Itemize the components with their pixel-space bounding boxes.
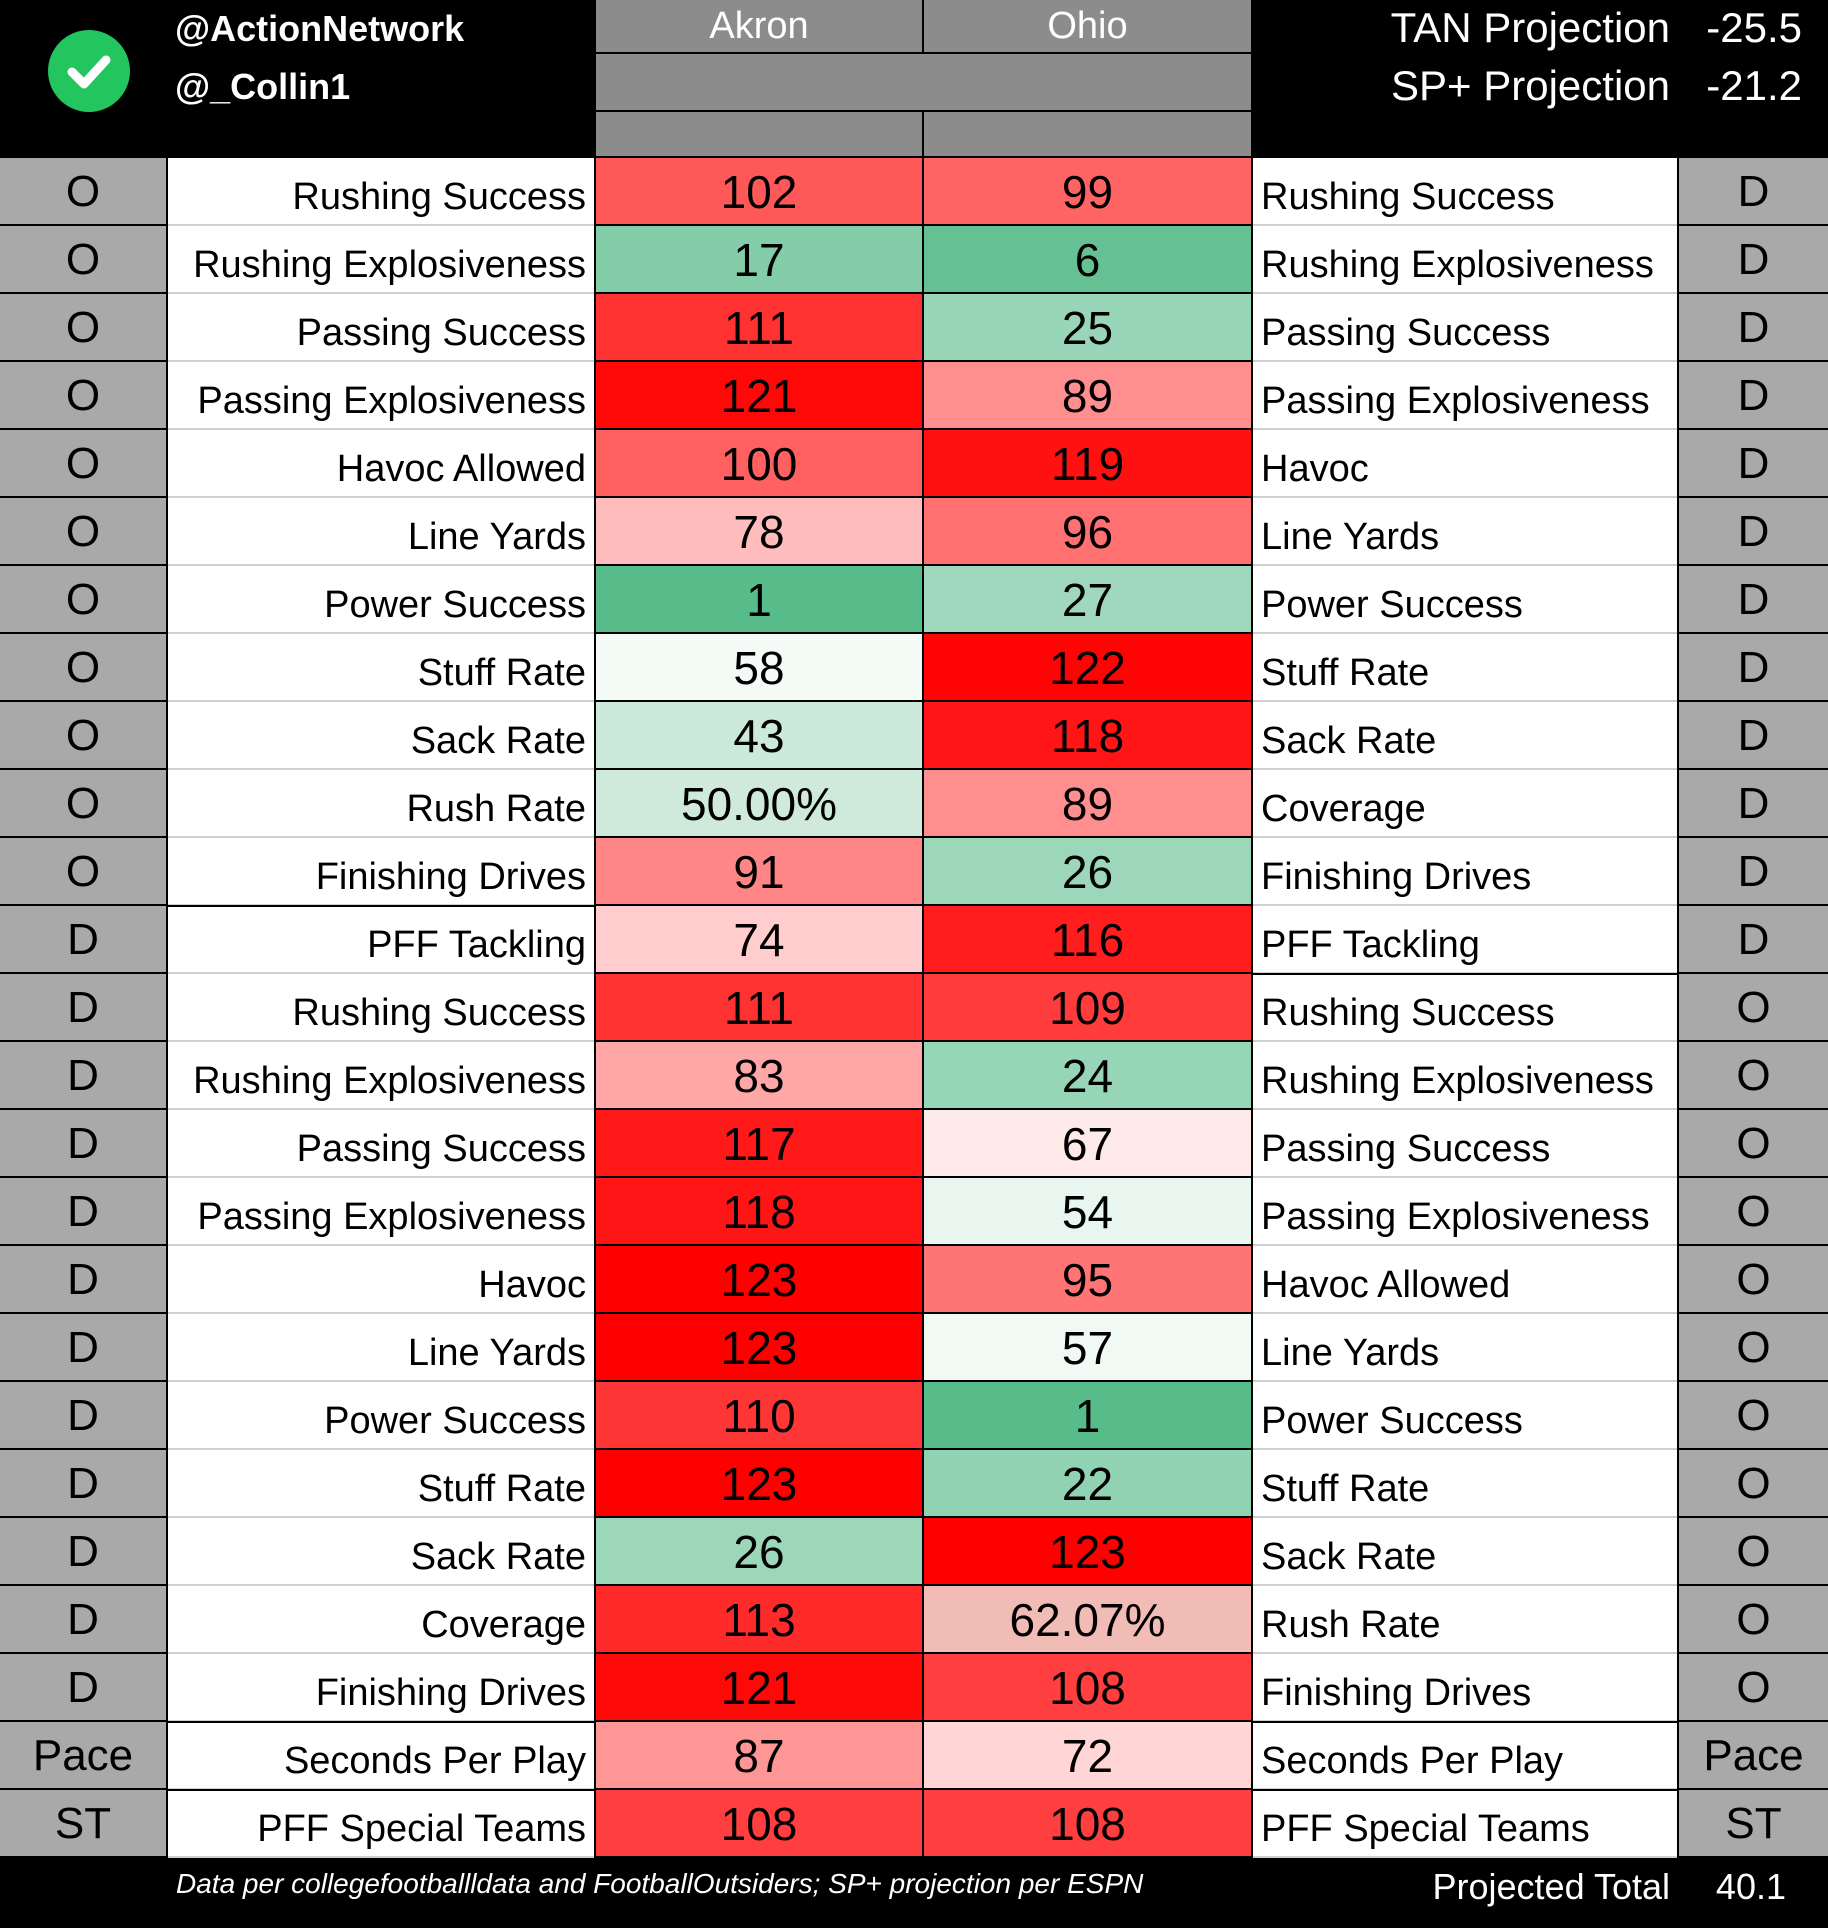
team-header-ohio: Ohio bbox=[924, 0, 1251, 52]
right-side-label: D bbox=[1679, 362, 1828, 430]
left-metric-label: Sack Rate bbox=[168, 1518, 594, 1586]
akron-rank-cell: 87 bbox=[596, 1722, 922, 1790]
ohio-rank-cell: 89 bbox=[924, 362, 1251, 430]
right-metric-label: Havoc Allowed bbox=[1253, 1246, 1677, 1314]
left-side-label: O bbox=[0, 294, 166, 362]
right-side-label: D bbox=[1679, 906, 1828, 974]
right-metric-label: Passing Success bbox=[1253, 1110, 1677, 1178]
left-side-label: D bbox=[0, 1314, 166, 1382]
right-metric-label: Finishing Drives bbox=[1253, 838, 1677, 906]
left-metric-label: Finishing Drives bbox=[168, 838, 594, 906]
akron-rank-cell: 108 bbox=[596, 1790, 922, 1858]
akron-rank-cell: 43 bbox=[596, 702, 922, 770]
right-metric-label: Rushing Success bbox=[1253, 158, 1677, 226]
right-metric-label: Passing Explosiveness bbox=[1253, 1178, 1677, 1246]
tan-projection-value: -25.5 bbox=[1706, 4, 1802, 51]
akron-rank-cell: 91 bbox=[596, 838, 922, 906]
left-side-label: O bbox=[0, 566, 166, 634]
ohio-rank-cell: 119 bbox=[924, 430, 1251, 498]
left-side-label: O bbox=[0, 498, 166, 566]
akron-rank-cell: 100 bbox=[596, 430, 922, 498]
akron-rank-cell: 17 bbox=[596, 226, 922, 294]
right-side-label: O bbox=[1679, 1518, 1828, 1586]
left-metric-label: Rushing Explosiveness bbox=[168, 226, 594, 294]
right-side-label: D bbox=[1679, 430, 1828, 498]
ohio-rank-cell: 108 bbox=[924, 1790, 1251, 1858]
ohio-rank-cell: 57 bbox=[924, 1314, 1251, 1382]
right-side-label: D bbox=[1679, 226, 1828, 294]
right-side-label: D bbox=[1679, 498, 1828, 566]
akron-rank-cell: 58 bbox=[596, 634, 922, 702]
right-metric-label: Seconds Per Play bbox=[1253, 1722, 1677, 1790]
left-side-label: D bbox=[0, 974, 166, 1042]
left-side-label: O bbox=[0, 362, 166, 430]
sp-projection-label: SP+ Projection bbox=[1391, 62, 1670, 109]
right-metric-label: Line Yards bbox=[1253, 498, 1677, 566]
check-circle-icon bbox=[48, 30, 130, 112]
akron-rank-cell: 26 bbox=[596, 1518, 922, 1586]
ohio-rank-cell: 1 bbox=[924, 1382, 1251, 1450]
left-side-label: O bbox=[0, 430, 166, 498]
ohio-rank-cell: 122 bbox=[924, 634, 1251, 702]
left-side-label: Pace bbox=[0, 1722, 166, 1790]
header-akron-blank bbox=[596, 112, 922, 156]
right-metric-label: Power Success bbox=[1253, 1382, 1677, 1450]
team-header-akron: Akron bbox=[596, 0, 922, 52]
right-metric-label: Sack Rate bbox=[1253, 1518, 1677, 1586]
akron-rank-cell: 123 bbox=[596, 1314, 922, 1382]
left-side-label: O bbox=[0, 634, 166, 702]
ohio-rank-cell: 27 bbox=[924, 566, 1251, 634]
right-metric-label: Passing Explosiveness bbox=[1253, 362, 1677, 430]
akron-rank-cell: 74 bbox=[596, 906, 922, 974]
left-side-label: D bbox=[0, 1042, 166, 1110]
sp-projection-value: -21.2 bbox=[1706, 62, 1802, 109]
akron-rank-cell: 113 bbox=[596, 1586, 922, 1654]
left-metric-label: PFF Tackling bbox=[168, 906, 594, 974]
left-metric-label: Rushing Success bbox=[168, 158, 594, 226]
left-metric-label: Passing Explosiveness bbox=[168, 1178, 594, 1246]
right-side-label: O bbox=[1679, 1042, 1828, 1110]
left-side-label: O bbox=[0, 158, 166, 226]
left-metric-label: Passing Success bbox=[168, 1110, 594, 1178]
akron-rank-cell: 121 bbox=[596, 362, 922, 430]
projected-total-label: Projected Total bbox=[1432, 1866, 1670, 1907]
right-side-label: O bbox=[1679, 1586, 1828, 1654]
left-metric-label: Finishing Drives bbox=[168, 1654, 594, 1722]
akron-rank-cell: 110 bbox=[596, 1382, 922, 1450]
right-metric-label: Rushing Explosiveness bbox=[1253, 1042, 1677, 1110]
akron-rank-cell: 117 bbox=[596, 1110, 922, 1178]
ohio-rank-cell: 25 bbox=[924, 294, 1251, 362]
akron-rank-cell: 121 bbox=[596, 1654, 922, 1722]
ohio-rank-cell: 95 bbox=[924, 1246, 1251, 1314]
right-metric-label: Power Success bbox=[1253, 566, 1677, 634]
left-side-label: O bbox=[0, 838, 166, 906]
right-metric-label: Stuff Rate bbox=[1253, 634, 1677, 702]
pace-section-rule-right bbox=[1253, 1721, 1679, 1723]
projected-total-value: 40.1 bbox=[1715, 1866, 1786, 1907]
right-side-label: O bbox=[1679, 1382, 1828, 1450]
akron-rank-cell: 118 bbox=[596, 1178, 922, 1246]
ohio-rank-cell: 116 bbox=[924, 906, 1251, 974]
right-side-label: Pace bbox=[1679, 1722, 1828, 1790]
left-metric-label: Coverage bbox=[168, 1586, 594, 1654]
left-side-label: D bbox=[0, 1586, 166, 1654]
left-side-label: D bbox=[0, 1110, 166, 1178]
right-side-label: O bbox=[1679, 1110, 1828, 1178]
akron-rank-cell: 78 bbox=[596, 498, 922, 566]
right-metric-label: Line Yards bbox=[1253, 1314, 1677, 1382]
right-section-rule bbox=[1253, 973, 1679, 975]
right-side-label: O bbox=[1679, 1654, 1828, 1722]
right-metric-label: PFF Special Teams bbox=[1253, 1790, 1677, 1858]
right-side-label: D bbox=[1679, 634, 1828, 702]
akron-rank-cell: 1 bbox=[596, 566, 922, 634]
ohio-rank-cell: 123 bbox=[924, 1518, 1251, 1586]
right-side-label: O bbox=[1679, 1314, 1828, 1382]
ohio-rank-cell: 6 bbox=[924, 226, 1251, 294]
akron-rank-cell: 50.00% bbox=[596, 770, 922, 838]
right-metric-label: Rushing Explosiveness bbox=[1253, 226, 1677, 294]
right-side-label: D bbox=[1679, 566, 1828, 634]
left-metric-label: PFF Special Teams bbox=[168, 1790, 594, 1858]
handle-primary: @ActionNetwork bbox=[175, 8, 465, 49]
ohio-rank-cell: 67 bbox=[924, 1110, 1251, 1178]
left-metric-label: Line Yards bbox=[168, 1314, 594, 1382]
ohio-rank-cell: 26 bbox=[924, 838, 1251, 906]
akron-rank-cell: 111 bbox=[596, 974, 922, 1042]
left-side-label: O bbox=[0, 770, 166, 838]
left-metric-label: Stuff Rate bbox=[168, 634, 594, 702]
right-metric-label: Havoc bbox=[1253, 430, 1677, 498]
right-side-label: D bbox=[1679, 158, 1828, 226]
header-merged-band bbox=[596, 54, 1251, 110]
right-side-label: O bbox=[1679, 1450, 1828, 1518]
ohio-rank-cell: 54 bbox=[924, 1178, 1251, 1246]
right-side-label: ST bbox=[1679, 1790, 1828, 1858]
left-metric-label: Seconds Per Play bbox=[168, 1722, 594, 1790]
akron-rank-cell: 123 bbox=[596, 1450, 922, 1518]
ohio-rank-cell: 72 bbox=[924, 1722, 1251, 1790]
ohio-rank-cell: 22 bbox=[924, 1450, 1251, 1518]
right-side-label: D bbox=[1679, 770, 1828, 838]
left-side-label: ST bbox=[0, 1790, 166, 1858]
left-side-label: D bbox=[0, 906, 166, 974]
right-metric-label: Passing Success bbox=[1253, 294, 1677, 362]
left-side-label: O bbox=[0, 226, 166, 294]
right-metric-label: Sack Rate bbox=[1253, 702, 1677, 770]
left-metric-label: Power Success bbox=[168, 1382, 594, 1450]
right-metric-label: Finishing Drives bbox=[1253, 1654, 1677, 1722]
left-metric-label: Passing Success bbox=[168, 294, 594, 362]
st-section-rule-left bbox=[168, 1789, 596, 1791]
left-metric-label: Havoc Allowed bbox=[168, 430, 594, 498]
handle-secondary: @_Collin1 bbox=[175, 66, 351, 107]
source-note: Data per collegefootballldata and FootballOutsiders; SP+ projection per ESPN bbox=[176, 1868, 1144, 1899]
header-ohio-blank bbox=[924, 112, 1251, 156]
left-side-label: D bbox=[0, 1518, 166, 1586]
right-side-label: O bbox=[1679, 1246, 1828, 1314]
left-section-rule bbox=[168, 905, 596, 907]
right-side-label: O bbox=[1679, 974, 1828, 1042]
right-side-label: D bbox=[1679, 838, 1828, 906]
ohio-rank-cell: 109 bbox=[924, 974, 1251, 1042]
right-metric-label: PFF Tackling bbox=[1253, 906, 1677, 974]
left-side-label: D bbox=[0, 1246, 166, 1314]
ohio-rank-cell: 24 bbox=[924, 1042, 1251, 1110]
akron-rank-cell: 111 bbox=[596, 294, 922, 362]
left-metric-label: Line Yards bbox=[168, 498, 594, 566]
right-side-label: D bbox=[1679, 294, 1828, 362]
st-section-rule-right bbox=[1253, 1789, 1679, 1791]
left-metric-label: Passing Explosiveness bbox=[168, 362, 594, 430]
ohio-rank-cell: 89 bbox=[924, 770, 1251, 838]
ohio-rank-cell: 62.07% bbox=[924, 1586, 1251, 1654]
left-metric-label: Havoc bbox=[168, 1246, 594, 1314]
left-metric-label: Sack Rate bbox=[168, 702, 594, 770]
left-metric-label: Rushing Success bbox=[168, 974, 594, 1042]
ohio-rank-cell: 99 bbox=[924, 158, 1251, 226]
left-side-label: D bbox=[0, 1382, 166, 1450]
right-metric-label: Stuff Rate bbox=[1253, 1450, 1677, 1518]
left-metric-label: Power Success bbox=[168, 566, 594, 634]
tan-projection-label: TAN Projection bbox=[1390, 4, 1670, 51]
right-side-label: O bbox=[1679, 1178, 1828, 1246]
ohio-rank-cell: 108 bbox=[924, 1654, 1251, 1722]
right-side-label: D bbox=[1679, 702, 1828, 770]
ohio-rank-cell: 96 bbox=[924, 498, 1251, 566]
right-metric-label: Rushing Success bbox=[1253, 974, 1677, 1042]
left-side-label: D bbox=[0, 1178, 166, 1246]
akron-rank-cell: 123 bbox=[596, 1246, 922, 1314]
left-metric-label: Stuff Rate bbox=[168, 1450, 594, 1518]
akron-rank-cell: 83 bbox=[596, 1042, 922, 1110]
left-metric-label: Rushing Explosiveness bbox=[168, 1042, 594, 1110]
right-metric-label: Coverage bbox=[1253, 770, 1677, 838]
left-side-label: O bbox=[0, 702, 166, 770]
left-metric-label: Rush Rate bbox=[168, 770, 594, 838]
left-side-label: D bbox=[0, 1450, 166, 1518]
pace-section-rule-left bbox=[168, 1721, 596, 1723]
left-side-label: D bbox=[0, 1654, 166, 1722]
ohio-rank-cell: 118 bbox=[924, 702, 1251, 770]
right-metric-label: Rush Rate bbox=[1253, 1586, 1677, 1654]
checkmark-icon bbox=[48, 30, 130, 112]
akron-rank-cell: 102 bbox=[596, 158, 922, 226]
